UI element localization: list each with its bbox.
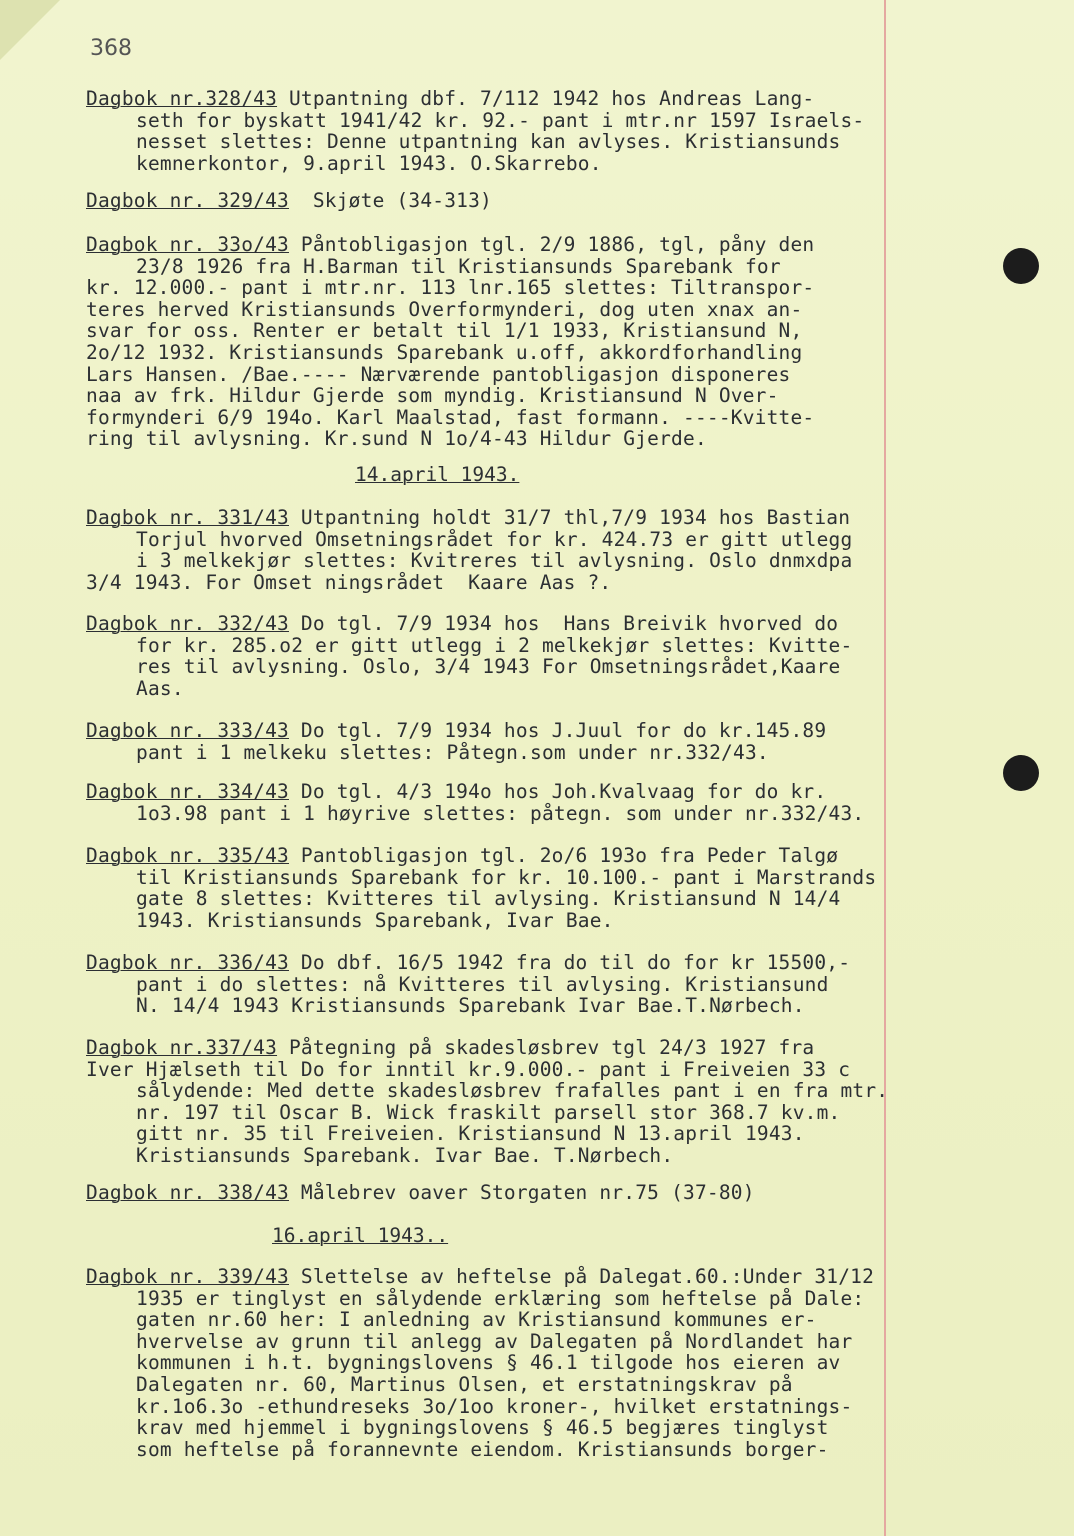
journal-entry-338 bbox=[86, 1182, 916, 1204]
entry-reference: Dagbok nr. 331/43 bbox=[86, 506, 289, 529]
entry-line: teres herved Kristiansunds Overformynderi, dog uten xnax an- bbox=[86, 297, 803, 321]
entry-line: seth for byskatt 1941/42 kr. 92.- pant i mtr.nr 1597 Israels- bbox=[136, 108, 865, 132]
entry-reference: Dagbok nr.328/43 bbox=[86, 87, 278, 110]
entry-line: svar for oss. Renter er betalt til 1/1 1933, Kristiansund N, bbox=[86, 319, 803, 343]
entry-line: 3/4 1943. For Omset ningsrådet Kaare Aas ?. bbox=[86, 570, 612, 594]
entry-line: Dagbok nr. 338/43 Målebrev oaver Storgaten nr.75 (37-80) bbox=[86, 1181, 755, 1204]
date-heading: 16.april 1943.. bbox=[272, 1224, 449, 1247]
entry-reference: Dagbok nr. 333/43 bbox=[86, 719, 289, 742]
entry-reference: Dagbok nr. 339/43 bbox=[86, 1265, 289, 1288]
journal-entry-329 bbox=[86, 190, 916, 212]
journal-entry-334 bbox=[86, 781, 916, 824]
entry-line: gitt nr. 35 til Freiveien. Kristiansund N 13.april 1943. bbox=[136, 1122, 805, 1146]
journal-entry-332 bbox=[86, 613, 916, 699]
entry-line: krav med hjemmel i bygningslovens § 46.5 begjæres tinglyst bbox=[136, 1416, 829, 1440]
entry-line: res til avlysning. Oslo, 3/4 1943 For Omsetningsrådet,Kaare bbox=[136, 655, 841, 679]
entry-reference: Dagbok nr. 33o/43 bbox=[86, 233, 289, 256]
entry-line: 1o3.98 pant i 1 høyrive slettes: påtegn. som under nr.332/43. bbox=[136, 801, 865, 825]
entry-line: som heftelse på forannevnte eiendom. Kristiansunds borger- bbox=[136, 1437, 829, 1461]
entry-line: Dagbok nr. 331/43 Utpantning holdt 31/7 thl,7/9 1934 hos Bastian bbox=[86, 506, 851, 529]
entry-line: 2o/12 1932. Kristiansunds Sparebank u.off, akkordforhandling bbox=[86, 340, 803, 364]
entry-line: Dagbok nr.328/43 Utpantning dbf. 7/112 1942 hos Andreas Lang- bbox=[86, 87, 815, 110]
entry-line: til Kristiansunds Sparebank for kr. 10.100.- pant i Marstrands bbox=[136, 865, 877, 889]
entry-reference: Dagbok nr.337/43 bbox=[86, 1036, 278, 1059]
entry-line: gate 8 slettes: Kvitteres til avlysing. Kristiansund N 14/4 bbox=[136, 887, 841, 911]
entry-reference: Dagbok nr. 338/43 bbox=[86, 1181, 289, 1204]
entry-line: Dagbok nr. 333/43 Do tgl. 7/9 1934 hos J.Juul for do kr.145.89 bbox=[86, 719, 827, 742]
entry-line: Kristiansunds Sparebank. Ivar Bae. T.Nørbech. bbox=[136, 1143, 674, 1167]
entry-line: i 3 melkekjør slettes: Kvitreres til avlysning. Oslo dnmxdpa bbox=[136, 549, 853, 573]
entry-line: Dagbok nr.337/43 Påtegning på skadesløsbrev tgl 24/3 1927 fra bbox=[86, 1036, 815, 1059]
entry-line: kemnerkontor, 9.april 1943. O.Skarrebo. bbox=[136, 151, 602, 175]
entry-line: 1943. Kristiansunds Sparebank, Ivar Bae. bbox=[136, 908, 614, 932]
entry-line: nesset slettes: Denne utpantning kan avlyses. Kristiansunds bbox=[136, 130, 841, 154]
entry-line: N. 14/4 1943 Kristiansunds Sparebank Ivar Bae.T.Nørbech. bbox=[136, 994, 805, 1018]
entry-line: pant i 1 melkeku slettes: Påtegn.som under nr.332/43. bbox=[136, 740, 769, 764]
journal-entry-328 bbox=[86, 88, 916, 174]
entry-line: Dalegaten nr. 60, Martinus Olsen, et erstatningskrav på bbox=[136, 1372, 793, 1396]
entry-line: Dagbok nr. 335/43 Pantobligasjon tgl. 2o/6 193o fra Peder Talgø bbox=[86, 844, 839, 867]
entry-line: 1935 er tinglyst en sålydende erklæring som heftelse på Dale: bbox=[136, 1286, 865, 1310]
journal-entry-336 bbox=[86, 952, 916, 1017]
entry-line: kommunen i h.t. bygningslovens § 46.1 tilgode hos eieren av bbox=[136, 1351, 841, 1375]
entry-reference: Dagbok nr. 336/43 bbox=[86, 951, 289, 974]
entry-line: Iver Hjælseth til Do for inntil kr.9.000.- pant i Freiveien 33 c bbox=[86, 1057, 851, 1081]
journal-entry-330 bbox=[86, 234, 916, 450]
entry-reference: Dagbok nr. 335/43 bbox=[86, 844, 289, 867]
entry-line: kr. 12.000.- pant i mtr.nr. 113 lnr.165 slettes: Tiltranspor- bbox=[86, 276, 815, 300]
entry-line: naa av frk. Hildur Gjerde som myndig. Kristiansund N Over- bbox=[86, 384, 779, 408]
entry-line: for kr. 285.o2 er gitt utlegg i 2 melkekjør slettes: Kvitte- bbox=[136, 633, 853, 657]
entry-line: sålydende: Med dette skadesløsbrev frafalles pant i en fra mtr. bbox=[136, 1079, 889, 1103]
entry-reference: Dagbok nr. 332/43 bbox=[86, 612, 289, 635]
journal-entry-335 bbox=[86, 845, 916, 931]
entry-reference: Dagbok nr. 334/43 bbox=[86, 780, 289, 803]
entry-line: pant i do slettes: nå Kvitteres til avlysing. Kristiansund bbox=[136, 972, 829, 996]
entry-line: Dagbok nr. 332/43 Do tgl. 7/9 1934 hos Hans Breivik hvorved do bbox=[86, 612, 839, 635]
journal-entry-339 bbox=[86, 1266, 916, 1460]
entry-reference: Dagbok nr. 329/43 bbox=[86, 189, 289, 212]
entry-line: gaten nr.60 her: I anledning av Kristiansund kommunes er- bbox=[136, 1308, 817, 1332]
entry-line: Dagbok nr. 329/43 Skjøte (34-313) bbox=[86, 189, 492, 212]
entry-line: ring til avlysning. Kr.sund N 1o/4-43 Hildur Gjerde. bbox=[86, 427, 707, 451]
entry-line: Torjul hvorved Omsetningsrådet for kr. 424.73 er gitt utlegg bbox=[136, 527, 853, 551]
punch-hole-bottom bbox=[1003, 755, 1039, 791]
entry-line: Dagbok nr. 339/43 Slettelse av heftelse på Dalegat.60.:Under 31/12 bbox=[86, 1265, 875, 1288]
date-heading: 14.april 1943. bbox=[355, 463, 520, 486]
page-corner-fold bbox=[0, 0, 60, 60]
journal-entry-333 bbox=[86, 720, 916, 763]
entry-line: Dagbok nr. 33o/43 Påntobligasjon tgl. 2/9 1886, tgl, påny den bbox=[86, 233, 815, 256]
entry-line: Lars Hansen. /Bae.---- Nærværende pantobligasjon disponeres bbox=[86, 362, 791, 386]
entry-line: nr. 197 til Oscar B. Wick fraskilt parsell stor 368.7 kv.m. bbox=[136, 1100, 841, 1124]
entry-line: Dagbok nr. 334/43 Do tgl. 4/3 194o hos Joh.Kvalvaag for do kr. bbox=[86, 780, 827, 803]
entry-line: formynderi 6/9 194o. Karl Maalstad, fast formann. ----Kvitte- bbox=[86, 405, 815, 429]
page-number: 368 bbox=[90, 36, 132, 61]
journal-entry-337 bbox=[86, 1037, 916, 1167]
entry-line: Aas. bbox=[136, 676, 184, 700]
entry-line: Dagbok nr. 336/43 Do dbf. 16/5 1942 fra do til do for kr 15500,- bbox=[86, 951, 851, 974]
entry-line: hvervelse av grunn til anlegg av Dalegaten på Nordlandet har bbox=[136, 1329, 853, 1353]
entry-line: kr.1o6.3o -ethundreseks 3o/1oo kroner-, hvilket erstatnings- bbox=[136, 1394, 853, 1418]
punch-hole-top bbox=[1003, 248, 1039, 284]
entry-line: 23/8 1926 fra H.Barman til Kristiansunds Sparebank for bbox=[136, 254, 781, 278]
journal-entry-331 bbox=[86, 507, 916, 593]
